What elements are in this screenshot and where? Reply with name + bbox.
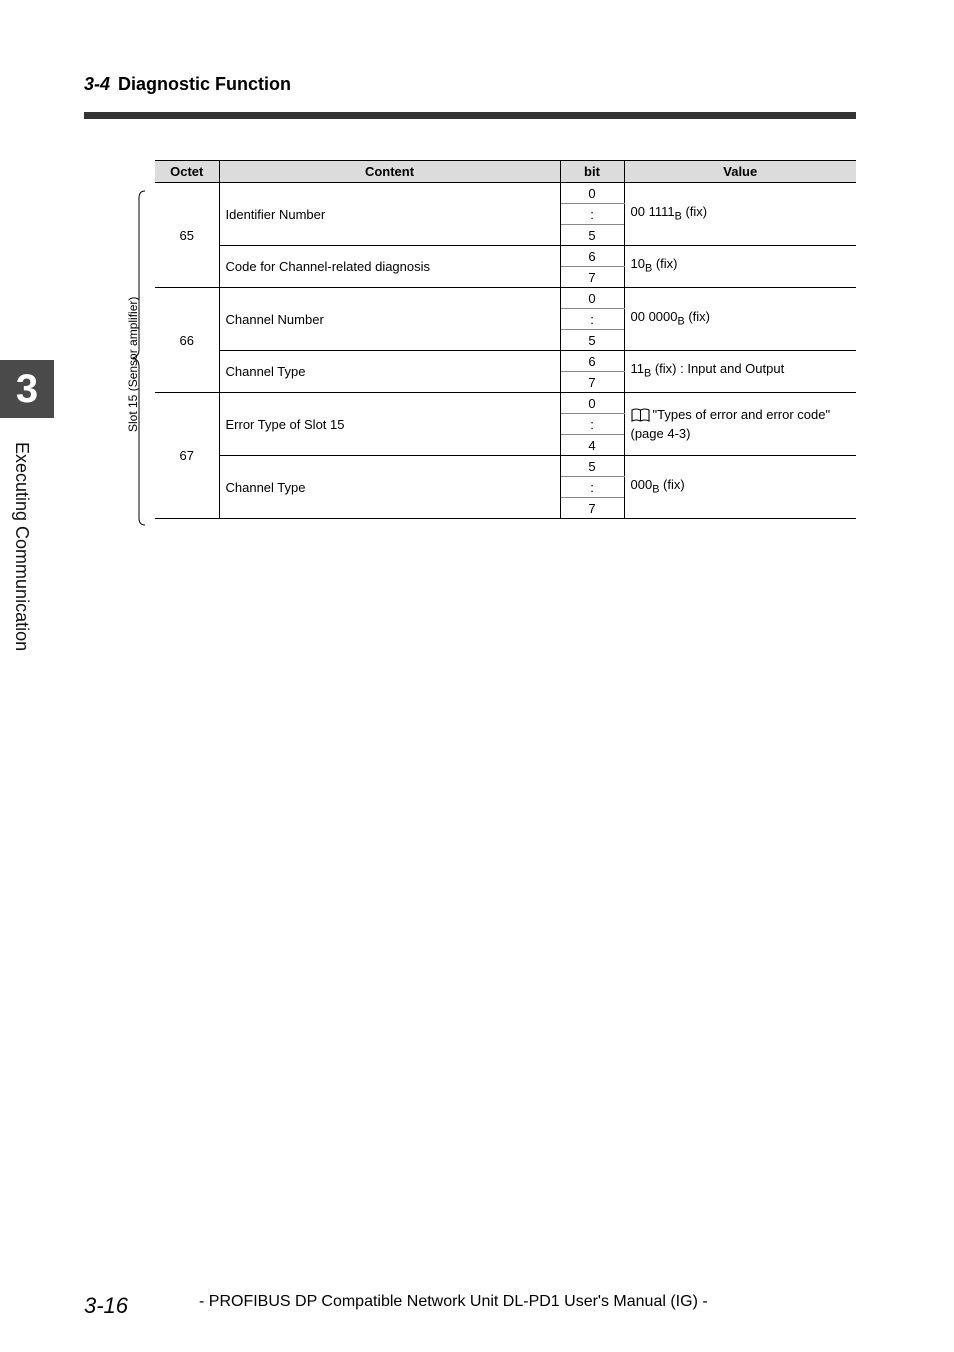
table-row xyxy=(155,183,856,204)
value-cell: $000_B$ (fix) xyxy=(624,456,856,519)
value-cell: 00 $0000_B$ (fix) xyxy=(624,288,856,351)
section-title: Diagnostic Function xyxy=(118,74,292,94)
content-cell: Code for Channel-related diagnosis xyxy=(219,246,560,288)
bit-cell: 0 xyxy=(560,183,624,204)
value-cell: $11_B$ (fix) : Input and Output xyxy=(624,351,856,393)
table-row xyxy=(155,246,856,267)
section-number: 3-4 xyxy=(84,74,111,94)
table-row xyxy=(155,456,856,477)
curly-brace-icon xyxy=(132,190,146,526)
diagnostic-table xyxy=(155,160,856,519)
bit-cell: : xyxy=(560,204,624,225)
value-reference-page: (page 4-3) xyxy=(630,426,691,441)
page-number: 3-16 xyxy=(84,1293,129,1318)
bit-cell: 6 xyxy=(560,246,624,267)
octet-cell: 65 xyxy=(155,183,219,288)
bit-cell: 5 xyxy=(560,456,624,477)
content-cell: Channel Type xyxy=(219,351,560,393)
slot-label: Slot 15 (Sensor amplifier) xyxy=(126,296,140,432)
column-header-octet: Octet xyxy=(155,161,219,183)
octet-cell: 66 xyxy=(155,288,219,393)
chapter-side-title: Executing Communication xyxy=(12,442,32,652)
value-cell: 00 $1111_B$ (fix) xyxy=(624,183,856,246)
value-cell: $10_B$ (fix) xyxy=(624,246,856,288)
content-cell: Identifier Number xyxy=(219,183,560,246)
bit-cell: : xyxy=(560,477,624,498)
table-row xyxy=(155,351,856,372)
bit-cell: 4 xyxy=(560,435,624,456)
column-header-bit: bit xyxy=(560,161,624,183)
header-rule xyxy=(84,112,856,119)
footer-title: - PROFIBUS DP Compatible Network Unit DL-PD1 User's Manual (IG) - xyxy=(199,1293,708,1310)
bit-cell: 6 xyxy=(560,351,624,372)
value-reference-text: "Types of error and error code" xyxy=(652,407,831,422)
bit-cell: 7 xyxy=(560,267,624,288)
content-cell: Error Type of Slot 15 xyxy=(219,393,560,456)
table-header-row xyxy=(155,161,856,183)
bit-cell: : xyxy=(560,309,624,330)
bit-cell: 5 xyxy=(560,330,624,351)
bit-cell: 7 xyxy=(560,498,624,519)
bit-cell: 5 xyxy=(560,225,624,246)
chapter-tab xyxy=(0,360,54,418)
bit-cell: 0 xyxy=(560,288,624,309)
octet-cell: 67 xyxy=(155,393,219,519)
column-header-value: Value xyxy=(624,161,856,183)
bit-cell: 0 xyxy=(560,393,624,414)
table-row xyxy=(155,288,856,309)
book-icon xyxy=(631,408,650,422)
value-cell xyxy=(624,393,856,456)
table-row xyxy=(155,393,856,414)
content-cell: Channel Number xyxy=(219,288,560,351)
chapter-number: 3 xyxy=(15,366,39,411)
section-header xyxy=(84,74,291,95)
bit-cell: : xyxy=(560,414,624,435)
content-cell: Channel Type xyxy=(219,456,560,519)
bit-cell: 7 xyxy=(560,372,624,393)
column-header-content: Content xyxy=(219,161,560,183)
